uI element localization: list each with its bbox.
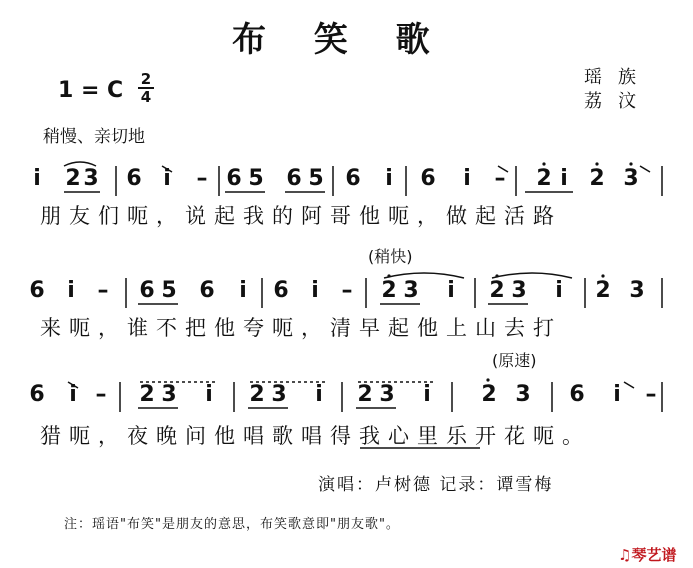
- note-glyph: 6: [29, 382, 45, 407]
- lyric-line-1: 朋友们呃，说起我的阿哥他呃，做起活路: [40, 204, 562, 228]
- note-glyph: 6: [420, 166, 436, 191]
- time-top: 2: [140, 70, 152, 88]
- note-glyph: 2: [536, 166, 552, 191]
- note-glyph: 2: [381, 278, 397, 303]
- note-glyph: 3: [623, 166, 639, 191]
- origin-info: [584, 66, 652, 114]
- time-bottom: 4: [140, 88, 152, 106]
- note-glyph: i: [239, 278, 247, 303]
- note-glyph: 6: [273, 278, 289, 303]
- note-glyph: i: [555, 278, 563, 303]
- note-glyph: i: [447, 278, 455, 303]
- note-glyph: 6: [286, 166, 302, 191]
- lyric-line-3: 猎呃，夜晚问他唱歌唱得我心里乐开花呃。: [40, 424, 591, 448]
- notation-row-3: [28, 378, 668, 412]
- note-glyph: 2: [489, 278, 505, 303]
- note-glyph: 3: [629, 278, 645, 303]
- note-glyph: 3: [511, 278, 527, 303]
- note-glyph: 3: [515, 382, 531, 407]
- origin-region: 荔汶: [584, 91, 652, 112]
- note-glyph: 5: [161, 278, 177, 303]
- note-glyph: 5: [308, 166, 324, 191]
- note-glyph: 6: [29, 278, 45, 303]
- watermark-logo: ♫琴艺谱: [618, 546, 677, 564]
- note-glyph: 5: [248, 166, 264, 191]
- note-glyph: –: [97, 278, 109, 303]
- tempo-mark-original: (原速): [492, 351, 537, 370]
- note-glyph: 2: [589, 166, 605, 191]
- note-glyph: i: [315, 382, 323, 407]
- note-glyph: –: [341, 278, 353, 303]
- lyric-line-2: 来呃，谁不把他夸呃，清早起他上山去打: [40, 316, 562, 340]
- note-glyph: i: [163, 166, 171, 191]
- origin-ethnicity: 瑶族: [584, 67, 652, 88]
- note-glyph: i: [69, 382, 77, 407]
- note-glyph: i: [463, 166, 471, 191]
- note-glyph: i: [67, 278, 75, 303]
- note-glyph: 2: [139, 382, 155, 407]
- note-glyph: i: [423, 382, 431, 407]
- lyric-underline: [360, 446, 500, 450]
- note-glyph: 6: [199, 278, 215, 303]
- notation-row-1: [28, 162, 668, 196]
- note-glyph: 3: [83, 166, 99, 191]
- notation-row-2: [28, 274, 668, 308]
- note-glyph: i: [613, 382, 621, 407]
- note-glyph: 3: [403, 278, 419, 303]
- note-glyph: 2: [65, 166, 81, 191]
- song-title: 布 笑 歌: [232, 20, 448, 60]
- note-glyph: i: [311, 278, 319, 303]
- note-glyph: 6: [569, 382, 585, 407]
- note-glyph: 2: [249, 382, 265, 407]
- note-glyph: 2: [357, 382, 373, 407]
- note-glyph: –: [196, 166, 208, 191]
- note-glyph: 6: [139, 278, 155, 303]
- note-glyph: 3: [161, 382, 177, 407]
- time-signature: [138, 72, 154, 104]
- note-glyph: 3: [379, 382, 395, 407]
- note-glyph: 6: [345, 166, 361, 191]
- note-glyph: i: [205, 382, 213, 407]
- credits: 演唱：卢树德 记录：谭雪梅: [318, 475, 554, 495]
- key-signature: 1 = C: [58, 78, 124, 103]
- note-glyph: –: [95, 382, 107, 407]
- note-glyph: 2: [481, 382, 497, 407]
- note-glyph: i: [33, 166, 41, 191]
- note-glyph: 6: [126, 166, 142, 191]
- tempo-mark-faster: (稍快): [368, 247, 413, 266]
- note-glyph: –: [494, 166, 506, 191]
- note-glyph: 3: [271, 382, 287, 407]
- note-glyph: i: [560, 166, 568, 191]
- note-glyph: 6: [226, 166, 242, 191]
- tempo-mark-start: 稍慢、亲切地: [43, 127, 145, 147]
- note-glyph: –: [645, 382, 657, 407]
- footnote: 注：瑶语"布笑"是朋友的意思，布笑歌意即"朋友歌"。: [64, 517, 400, 532]
- note-glyph: i: [385, 166, 393, 191]
- note-glyph: 2: [595, 278, 611, 303]
